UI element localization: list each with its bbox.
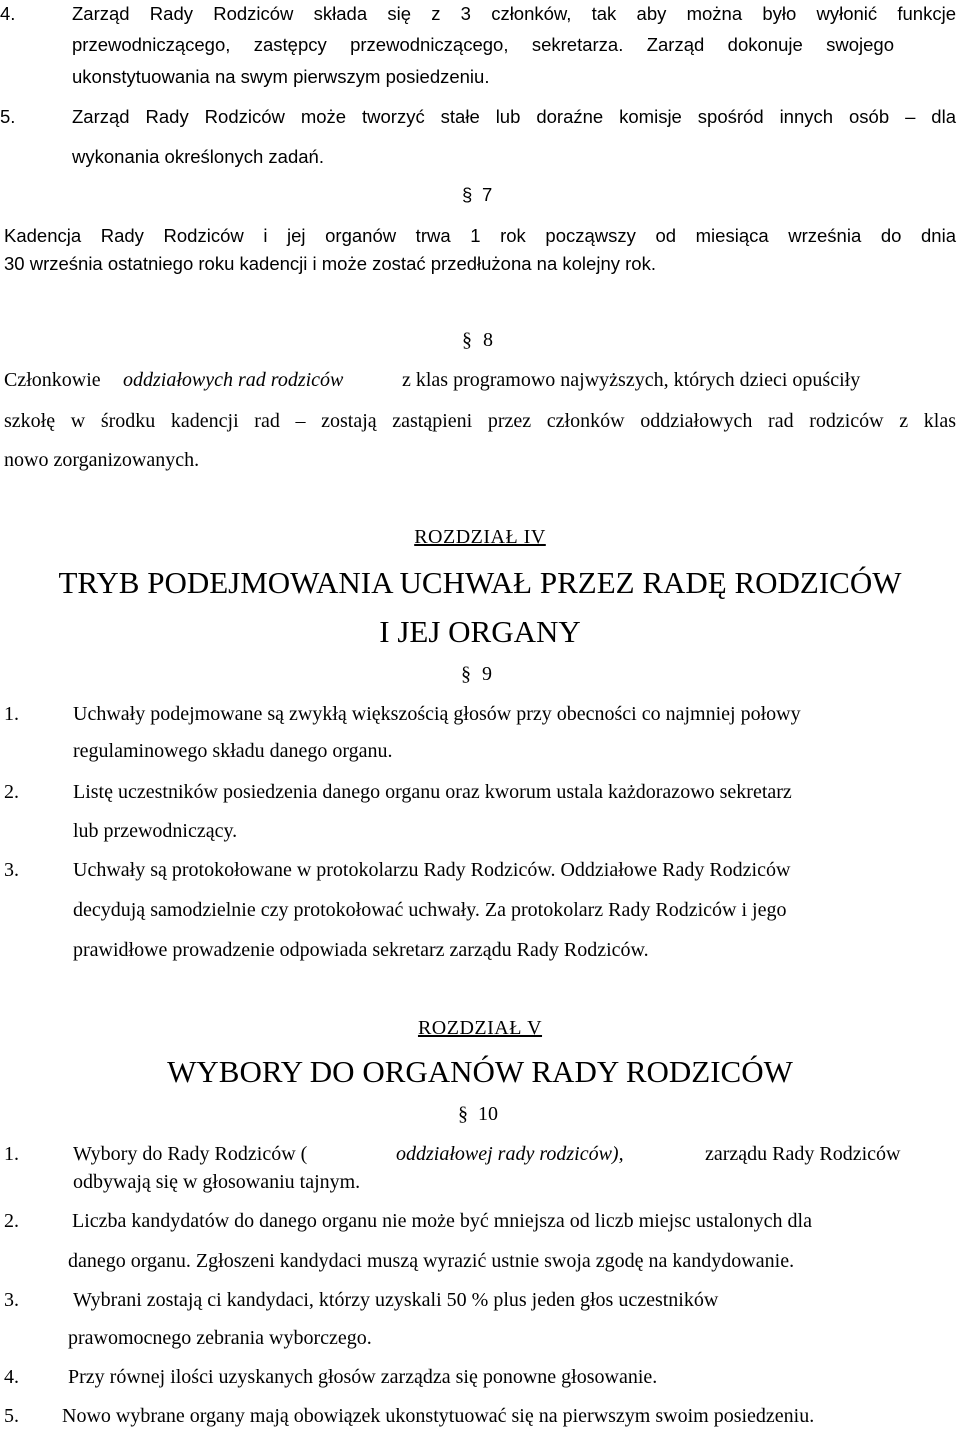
list-number: 4.	[4, 1366, 19, 1388]
paragraph-line: Liczba kandydatów do danego organu nie może być mniejsza od liczb miejsc ustalonych dla	[72, 1210, 812, 1232]
paragraph-text: Wybory do Rady Rodziców (	[73, 1143, 308, 1165]
paragraph-line: prawidłowe prowadzenie odpowiada sekretarz zarządu Rady Rodziców.	[73, 939, 649, 961]
list-number: 1.	[4, 1143, 19, 1165]
paragraph-line: 30 września ostatniego roku kadencji i może zostać przedłużona na kolejny rok.	[4, 253, 656, 274]
paragraph-italic-text: oddziałowych rad rodziców	[123, 369, 344, 391]
paragraph-line: lub przewodniczący.	[73, 820, 238, 842]
list-number: 5.	[4, 1405, 19, 1427]
paragraph-line: Przy równej ilości uzyskanych głosów zarządza się ponowne głosowanie.	[68, 1366, 658, 1388]
section-symbol: §	[462, 329, 472, 351]
paragraph-line: Zarząd Rady Rodziców może tworzyć stałe lub doraźne komisje spośród innych osób – dla	[72, 106, 956, 127]
paragraph-line: ukonstytuowania na swym pierwszym posiedzeniu.	[72, 66, 490, 87]
paragraph-line: wykonania określonych zadań.	[72, 146, 324, 167]
paragraph-italic-text: oddziałowej rady rodziców),	[396, 1143, 624, 1165]
paragraph-line: przewodniczącego, zastępcy przewodniczącego, sekretarza. Zarząd dokonuje swojego	[72, 34, 894, 55]
list-number: 5.	[0, 106, 16, 127]
paragraph-text: z klas programowo najwyższych, których dzieci opuściły	[402, 369, 861, 391]
section-number: 7	[482, 184, 493, 205]
list-number: 2.	[4, 781, 19, 803]
paragraph-text: zarządu Rady Rodziców	[705, 1143, 901, 1165]
section-number: 10	[478, 1103, 498, 1125]
section-symbol: §	[458, 1103, 468, 1125]
paragraph-line: odbywają się w głosowaniu tajnym.	[73, 1171, 361, 1193]
chapter-title: TRYB PODEJMOWANIA UCHWAŁ PRZEZ RADĘ RODZICÓW	[58, 565, 902, 600]
section-number: 8	[483, 329, 493, 351]
chapter-label: ROZDZIAŁ IV	[414, 526, 546, 548]
chapter-label: ROZDZIAŁ V	[417, 1017, 543, 1039]
paragraph-line: szkołę w środku kadencji rad – zostają zastąpieni przez członków oddziałowych rad rodziców z klas	[4, 410, 956, 432]
list-number: 3.	[4, 859, 19, 881]
paragraph-line: Listę uczestników posiedzenia danego organu oraz kworum ustala każdorazowo sekretarz	[73, 781, 792, 803]
chapter-title: I JEJ ORGANY	[379, 614, 581, 649]
chapter-title: WYBORY DO ORGANÓW RADY RODZICÓW	[167, 1054, 793, 1089]
paragraph-text: Członkowie	[4, 369, 101, 391]
paragraph-line: nowo zorganizowanych.	[4, 449, 200, 471]
list-number: 3.	[4, 1289, 19, 1311]
paragraph-line: Nowo wybrane organy mają obowiązek ukonstytuować się na pierwszym swoim posiedzeniu.	[62, 1405, 815, 1427]
paragraph-line: regulaminowego składu danego organu.	[73, 740, 393, 762]
paragraph-line: decydują samodzielnie czy protokołować uchwały. Za protokolarz Rady Rodziców i jego	[73, 899, 787, 921]
paragraph-line: Zarząd Rady Rodziców składa się z 3 członków, tak aby można było wyłonić funkcje	[72, 3, 956, 24]
paragraph-line: Uchwały podejmowane są zwykłą większością głosów przy obecności co najmniej połowy	[73, 703, 801, 725]
paragraph-line: Wybrani zostają ci kandydaci, którzy uzyskali 50 % plus jeden głos uczestników	[73, 1289, 719, 1311]
paragraph-line: Kadencja Rady Rodziców i jej organów trwa 1 rok począwszy od miesiąca września do dnia	[4, 225, 956, 246]
list-number: 1.	[4, 703, 19, 725]
list-number: 2.	[4, 1210, 19, 1232]
section-symbol: §	[462, 184, 473, 205]
list-number: 4.	[0, 3, 16, 24]
paragraph-line: prawomocnego zebrania wyborczego.	[68, 1327, 372, 1349]
section-symbol: §	[461, 663, 471, 685]
section-number: 9	[482, 663, 492, 685]
paragraph-line: Uchwały są protokołowane w protokolarzu Rady Rodziców. Oddziałowe Rady Rodziców	[73, 859, 791, 881]
paragraph-line: danego organu. Zgłoszeni kandydaci muszą wyrazić ustnie swoja zgodę na kandydowanie.	[68, 1250, 795, 1272]
